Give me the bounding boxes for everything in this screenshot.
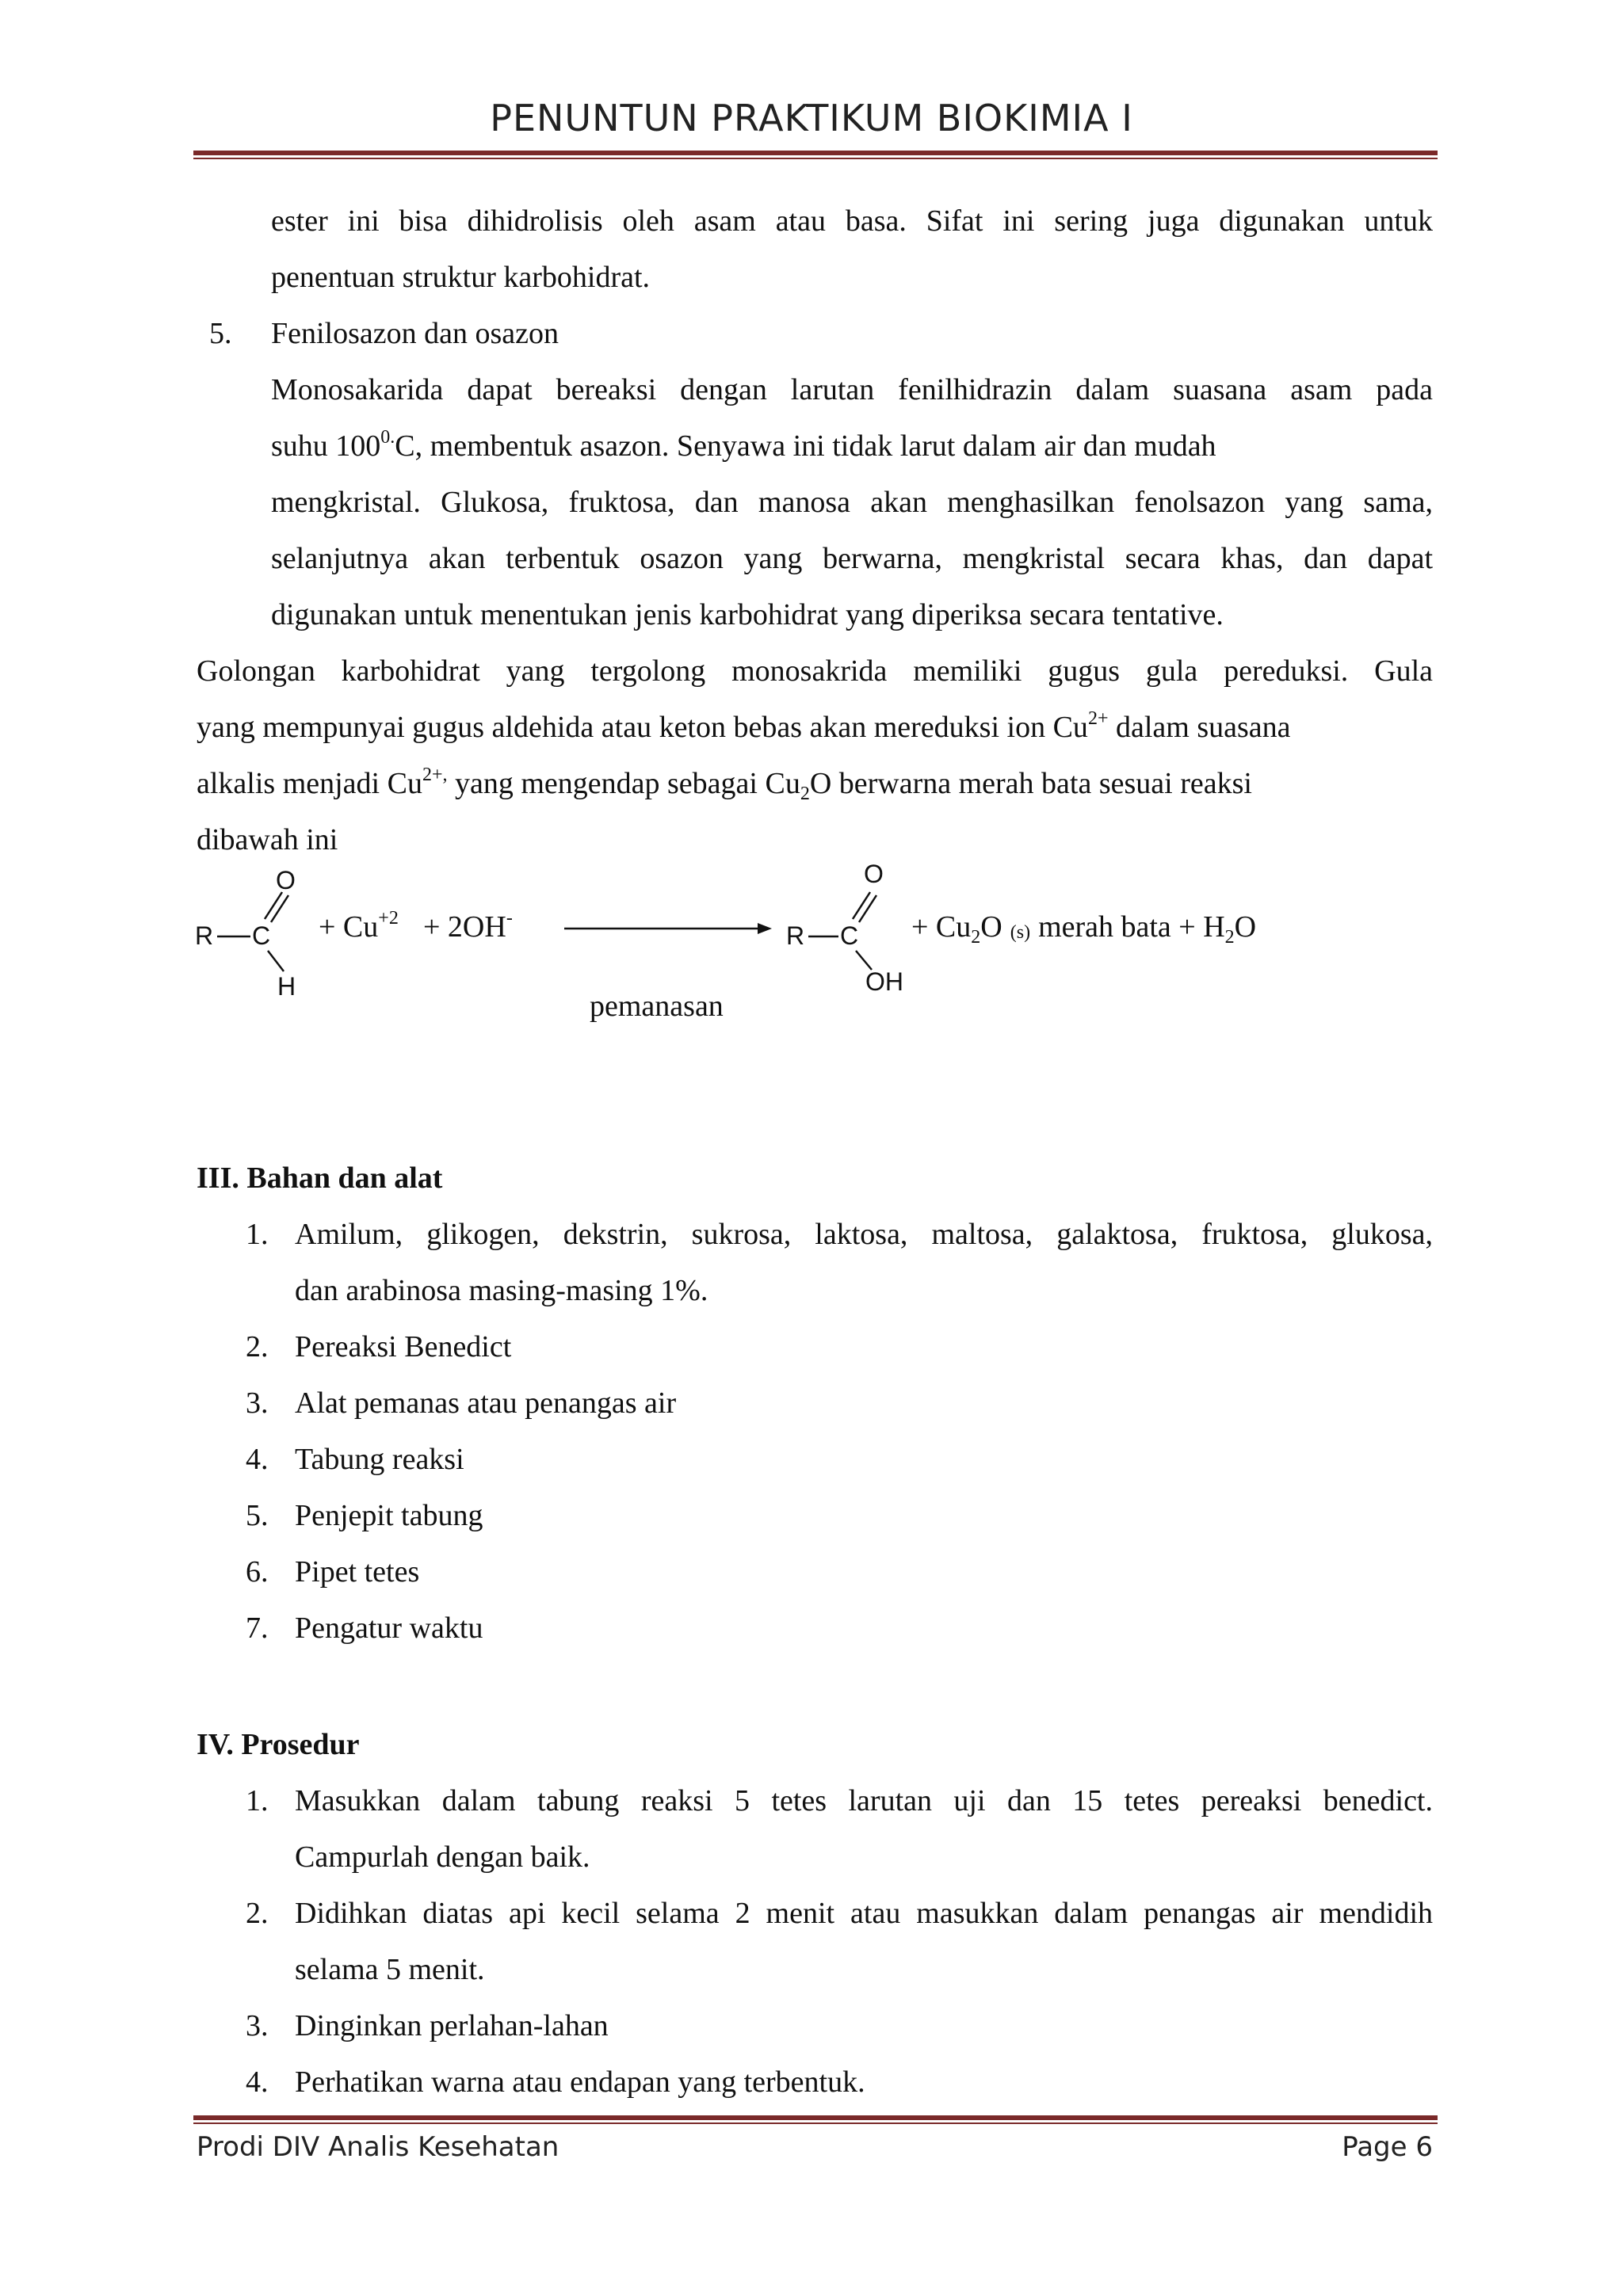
s3-item-7-num: 7.	[246, 1611, 269, 1645]
golongan-line-3-before: alkalis menjadi Cu	[197, 767, 422, 800]
item-5-title: Fenilosazon dan osazon	[271, 317, 559, 350]
s3-item-6-text: Pipet tetes	[295, 1555, 420, 1589]
reactant-c: C	[252, 921, 271, 950]
s3-item-3-text: Alat pemanas atau penangas air	[295, 1386, 677, 1420]
footer-rule	[193, 2115, 1438, 2124]
h2o-o: O	[1234, 910, 1257, 944]
golongan-line-2-before: yang mempunyai gugus aldehida atau keton bebas akan mereduksi ion Cu	[197, 711, 1088, 744]
product-co-bond-a	[853, 892, 870, 919]
reactant-r: R	[195, 921, 214, 950]
item-5-number: 5.	[209, 317, 232, 350]
product-o: O	[864, 864, 884, 888]
cu2o-sub: 2	[800, 784, 810, 804]
item-5-line-4: digunakan untuk menentukan jenis karbohidrat yang diperiksa secara tentative.	[271, 598, 1224, 631]
s4-item-1-line-1: Masukkan dalam tabung reaksi 5 tetes larutan uji dan 15 tetes pereaksi benedict.	[295, 1784, 1433, 1817]
s3-item-4-text: Tabung reaksi	[295, 1443, 464, 1476]
golongan-line-2-after: dalam suasana	[1108, 711, 1291, 744]
s3-item-5-num: 5.	[246, 1499, 269, 1532]
reactant-h: H	[277, 972, 296, 1001]
s3-item-2-text: Pereaksi Benedict	[295, 1330, 512, 1363]
plus-cu	[319, 908, 399, 944]
product-r: R	[786, 921, 805, 950]
solid-state: (s)	[1010, 922, 1031, 943]
s4-item-1-num: 1.	[246, 1784, 269, 1817]
products-text	[911, 910, 1256, 948]
reaction-arrow-head	[758, 923, 772, 934]
product-co-bond-b	[859, 895, 876, 922]
reactant-co-bond-b	[271, 895, 288, 922]
s3-item-6-num: 6.	[246, 1555, 269, 1589]
reactant-co-bond-a	[265, 892, 282, 919]
golongan-line-3-mid: yang mengendap sebagai Cu	[447, 767, 800, 800]
merah-bata-text: merah bata + H	[1038, 910, 1225, 944]
s4-item-3-num: 3.	[246, 2009, 269, 2042]
s3-item-7-text: Pengatur waktu	[295, 1611, 483, 1645]
s4-item-2-line-1: Didihkan diatas api kecil selama 2 menit atau masukkan dalam penangas air mendidih	[295, 1897, 1433, 1930]
oh-minus-charge: -	[506, 908, 513, 929]
s4-item-4-num: 4.	[246, 2065, 269, 2099]
golongan-line-3-after: O berwarna merah bata sesuai reaksi	[809, 767, 1252, 800]
s4-item-2-num: 2.	[246, 1897, 269, 1930]
s3-item-1-num: 1.	[246, 1218, 269, 1251]
temp-sup: 0.	[380, 427, 395, 448]
s4-item-1-line-2: Campurlah dengan baik.	[295, 1840, 590, 1874]
ester-line-1: ester ini bisa dihidrolisis oleh asam atau basa. Sifat ini sering juga digunakan untuk	[271, 204, 1433, 238]
ester-line-2: penentuan struktur karbohidrat.	[271, 261, 651, 294]
reaction-scheme	[193, 864, 1461, 1038]
cu2o-subscript: 2	[971, 927, 981, 948]
item-5-line-1: Monosakarida dapat bereaksi dengan larutan fenilhidrazin dalam suasana asam pada	[271, 373, 1433, 406]
cu-charge: 2+	[1087, 708, 1109, 729]
s3-item-2-num: 2.	[246, 1330, 269, 1363]
reactant-o: O	[276, 866, 296, 894]
section-3-heading: III. Bahan dan alat	[197, 1161, 443, 1195]
product-c: C	[840, 921, 859, 950]
cu-plus-2-charge: +2	[378, 908, 399, 929]
s4-item-2-line-2: selama 5 menit.	[295, 1953, 485, 1986]
page-header-title: PENUNTUN PRAKTIKUM BIOKIMIA I	[490, 97, 1133, 139]
golongan-line-2	[197, 700, 1291, 756]
s4-item-4-text: Perhatikan warna atau endapan yang terbentuk.	[295, 2065, 865, 2099]
golongan-line-3	[197, 756, 1252, 812]
s4-item-3-text: Dinginkan perlahan-lahan	[295, 2009, 609, 2042]
cu2o-o: O	[980, 910, 1002, 944]
s3-item-1-line-2: dan arabinosa masing-masing 1%.	[295, 1274, 708, 1307]
temp-before: suhu 100	[271, 429, 381, 463]
plus-oh	[423, 908, 513, 944]
reaction-condition: pemanasan	[590, 990, 724, 1023]
item-5-temp-line	[271, 418, 1433, 475]
plus-cu2o-text: + Cu	[911, 910, 972, 944]
item-5-line-3: selanjutnya akan terbentuk osazon yang berwarna, mengkristal secara khas, dan dapat	[271, 542, 1433, 575]
header-rule	[193, 151, 1438, 159]
plus-cu-text: + Cu	[319, 910, 379, 944]
footer-program: Prodi DIV Analis Kesehatan	[197, 2131, 559, 2163]
product-oh: OH	[865, 967, 903, 996]
reactant-ch-bond	[268, 951, 284, 971]
golongan-line-4: dibawah ini	[197, 823, 338, 856]
h2o-subscript: 2	[1224, 927, 1235, 948]
footer-page-number: Page 6	[1342, 2131, 1433, 2163]
s3-item-3-num: 3.	[246, 1386, 269, 1420]
section-4-heading: IV. Prosedur	[197, 1728, 360, 1761]
s3-item-4-num: 4.	[246, 1443, 269, 1476]
page-footer	[197, 2131, 1433, 2163]
temp-after: C, membentuk asazon. Senyawa ini tidak larut dalam air dan mudah	[395, 429, 1216, 463]
s3-item-1-line-1: Amilum, glikogen, dekstrin, sukrosa, laktosa, maltosa, galaktosa, fruktosa, glukosa,	[295, 1218, 1433, 1251]
item-5-line-2: mengkristal. Glukosa, fruktosa, dan manosa akan menghasilkan fenolsazon yang sama,	[271, 486, 1433, 519]
plus-oh-text: + 2OH	[423, 910, 506, 944]
golongan-line-1: Golongan karbohidrat yang tergolong monosakrida memiliki gugus gula pereduksi. Gula	[197, 654, 1433, 688]
cu-charge-2: 2+,	[422, 765, 448, 785]
s3-item-5-text: Penjepit tabung	[295, 1499, 483, 1532]
